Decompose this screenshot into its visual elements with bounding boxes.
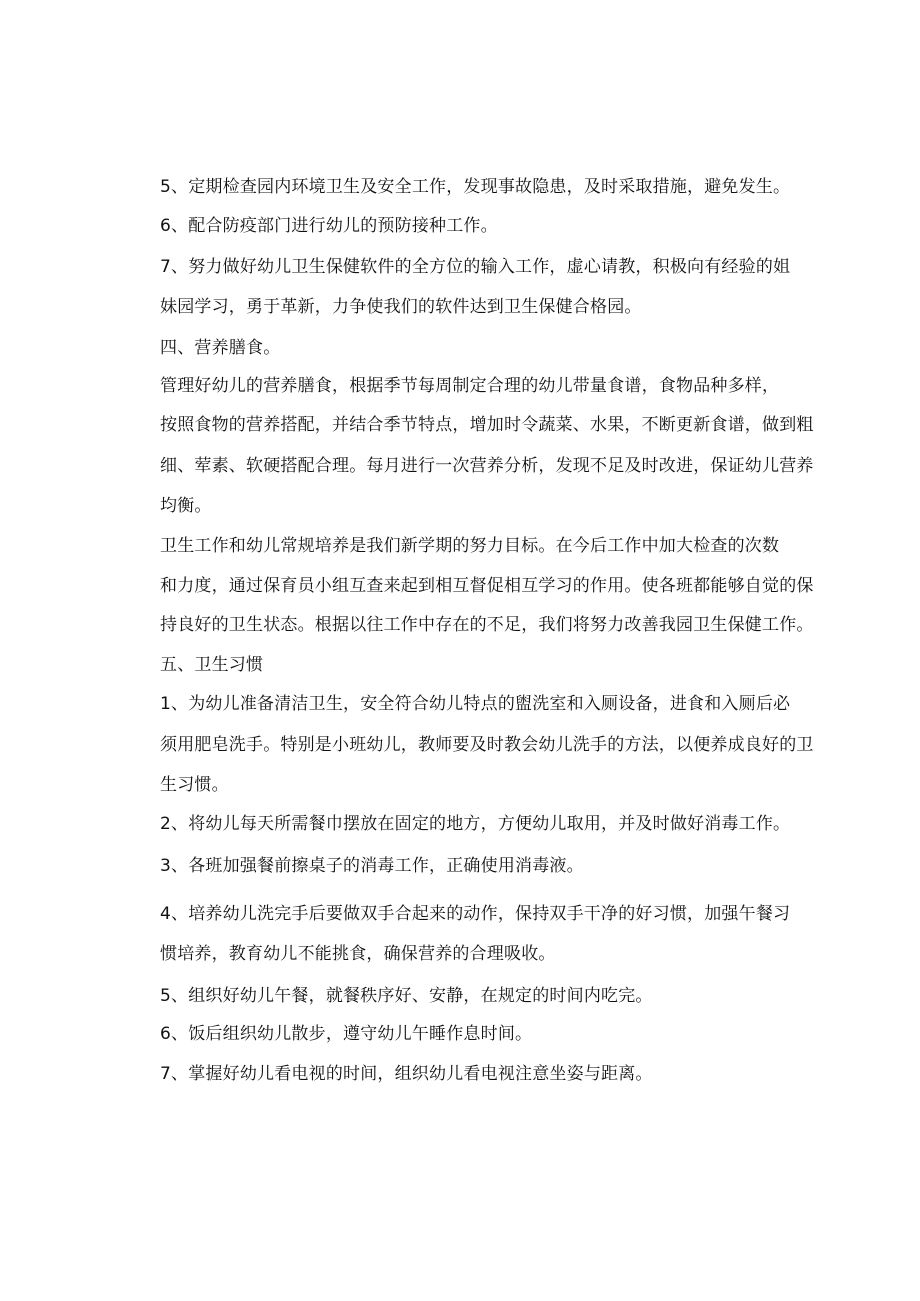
text-line: 7、努力做好幼儿卫生保健软件的全方位的输入工作，虚心请教，积极向有经验的姐 [160, 257, 791, 277]
text-line: 6、饭后组织幼儿散步，遵守幼儿午睡作息时间。 [160, 1024, 533, 1044]
text-line: 惯培养，教育幼儿不能挑食，确保营养的合理吸收。 [160, 944, 556, 964]
text-line: 1、为幼儿准备清洁卫生，安全符合幼儿特点的盥洗室和入厕设备，进食和入厕后必 [160, 694, 791, 714]
text-line: 和力度，通过保育员小组互查来起到相互督促相互学习的作用。使各班都能够自觉的保 [160, 576, 814, 596]
text-line: 须用肥皂洗手。特别是小班幼儿，教师要及时教会幼儿洗手的方法，以便养成良好的卫 [160, 735, 814, 755]
text-line: 6、配合防疫部门进行幼儿的预防接种工作。 [160, 216, 498, 236]
text-line: 细、荤素、软硬搭配合理。每月进行一次营养分析，发现不足及时改进，保证幼儿营养 [160, 456, 814, 476]
text-line: 4、培养幼儿洗完手后要做双手合起来的动作，保持双手干净的好习惯，加强午餐习 [160, 904, 791, 924]
text-line: 5、组织好幼儿午餐，就餐秩序好、安静，在规定的时间内吃完。 [160, 986, 653, 1006]
text-line: 管理好幼儿的营养膳食，根据季节每周制定合理的幼儿带量食谱，食物品种多样， [160, 376, 780, 396]
text-line: 持良好的卫生状态。根据以往工作中存在的不足，我们将努力改善我园卫生保健工作。 [160, 615, 814, 635]
text-line: 妹园学习，勇于革新，力争使我们的软件达到卫生保健合格园。 [160, 297, 642, 317]
section-heading: 四、营养膳食。 [160, 338, 281, 358]
text-line: 生习惯。 [160, 775, 229, 795]
text-line: 7、掌握好幼儿看电视的时间，组织幼儿看电视注意坐姿与距离。 [160, 1064, 653, 1084]
text-line: 5、定期检查园内环境卫生及安全工作，发现事故隐患，及时采取措施，避免发生。 [160, 177, 791, 197]
text-line: 卫生工作和幼儿常规培养是我们新学期的努力目标。在今后工作中加大检查的次数 [160, 536, 780, 556]
text-line: 均衡。 [160, 496, 212, 516]
text-line: 3、各班加强餐前擦桌子的消毒工作，正确使用消毒液。 [160, 856, 584, 876]
section-heading: 五、卫生习惯 [160, 655, 264, 675]
text-line: 2、将幼儿每天所需餐巾摆放在固定的地方，方便幼儿取用，并及时做好消毒工作。 [160, 814, 791, 834]
text-line: 按照食物的营养搭配，并结合季节特点，增加时令蔬菜、水果，不断更新食谱，做到粗 [160, 415, 814, 435]
